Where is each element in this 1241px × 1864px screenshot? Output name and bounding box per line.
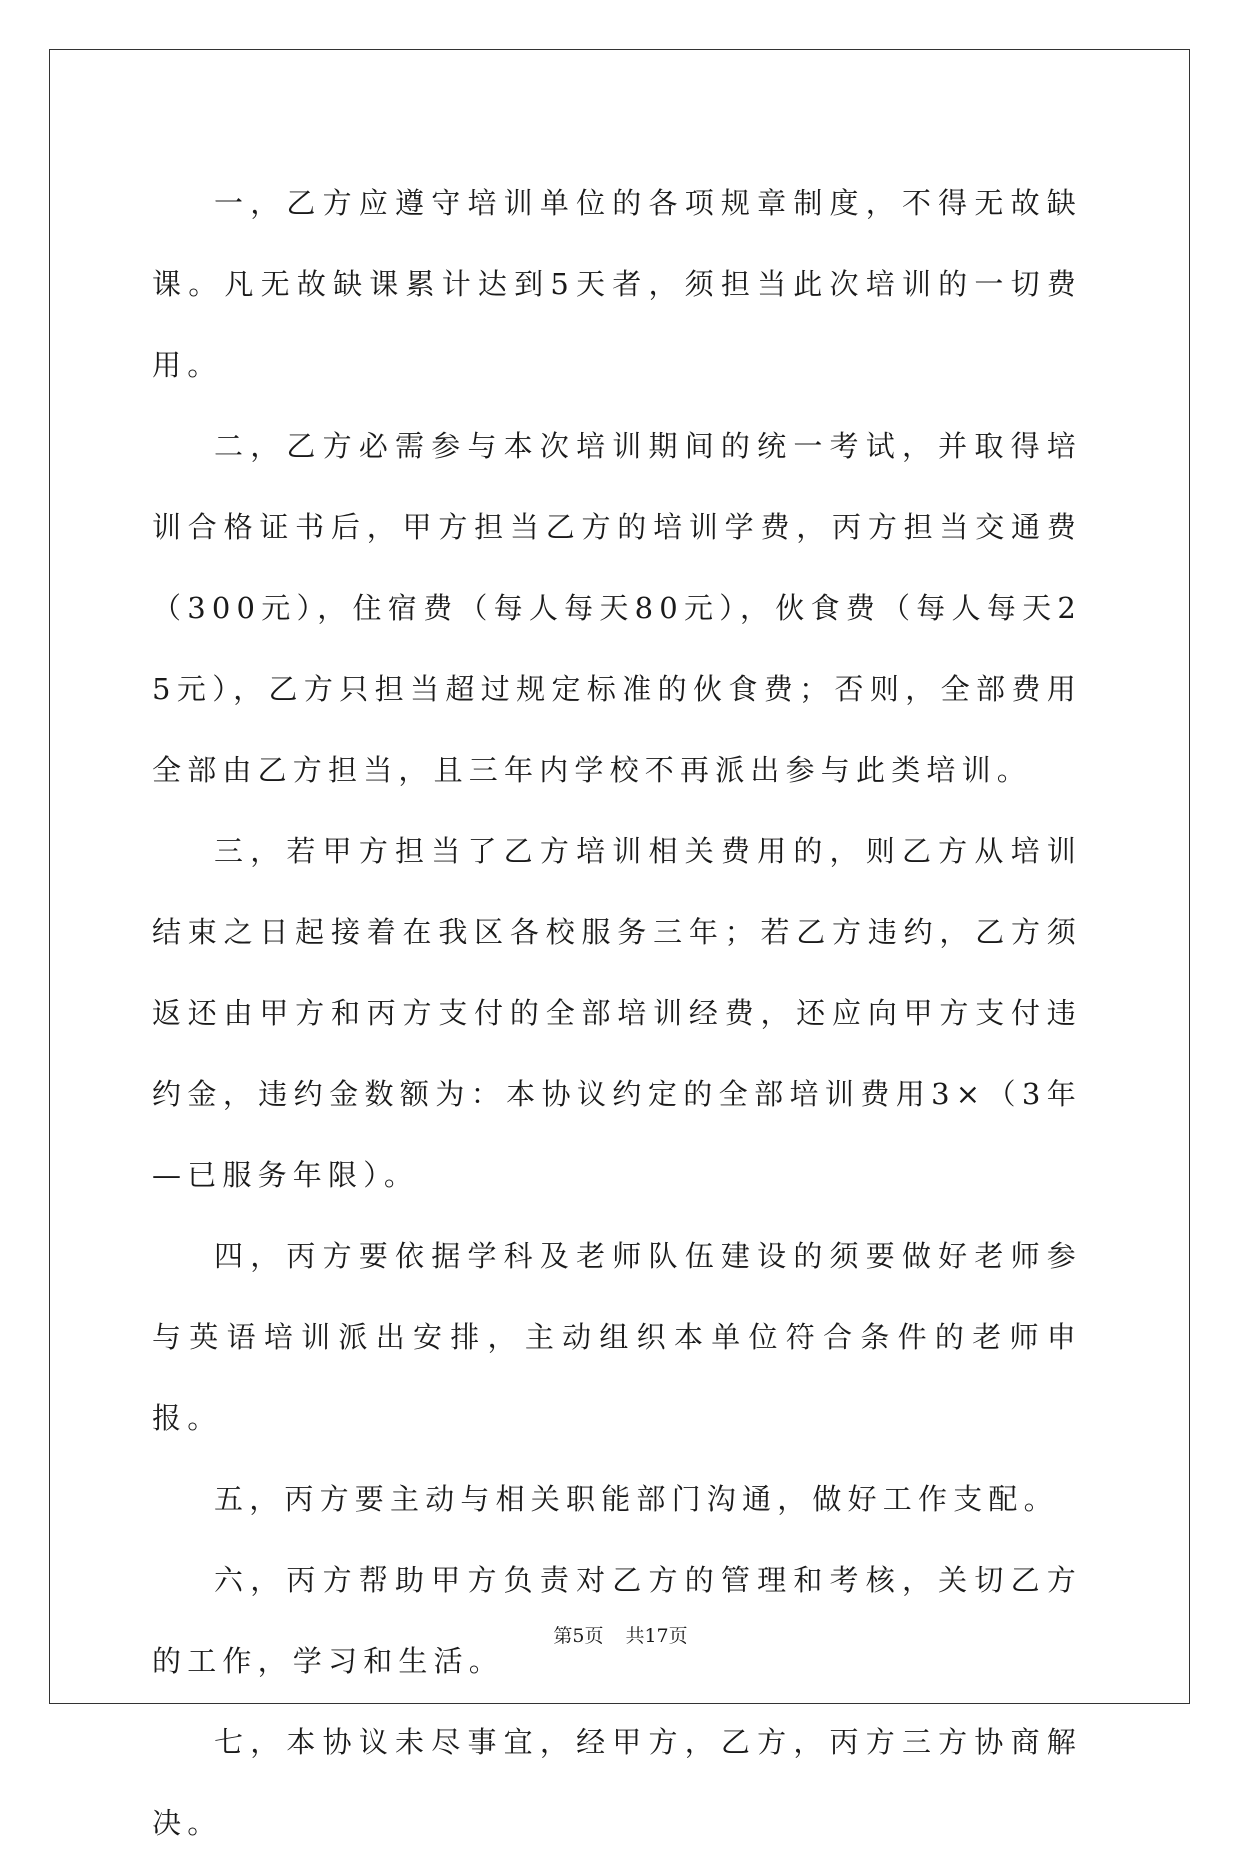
page-number-current: 第5页 [553, 1625, 604, 1647]
clause-7: 七，本协议未尽事宜，经甲方，乙方，丙方三方协商解决。 [152, 1725, 1082, 1840]
page-footer [0, 1624, 1241, 1648]
clause-4: 四，丙方要依据学科及老师队伍建设的须要做好老师参与英语培训派出安排，主动组织本单位符合条件的老师申报。 [152, 1239, 1082, 1435]
document-body [152, 163, 1082, 1864]
page-number-total: 共17页 [625, 1625, 688, 1647]
clause-6: 六，丙方帮助甲方负责对乙方的管理和考核，关切乙方的工作，学习和生活。 [152, 1563, 1082, 1678]
clause-5: 五，丙方要主动与相关职能部门沟通，做好工作支配。 [214, 1482, 1059, 1516]
clause-3: 三，若甲方担当了乙方培训相关费用的，则乙方从培训结束之日起接着在我区各校服务三年；若乙方违约，乙方须返还由甲方和丙方支付的全部培训经费，还应向甲方支付违约金，违约金数额为：本协议约定的全部培训费用3×（3年—已服务年限）。 [152, 834, 1082, 1192]
clause-2: 二，乙方必需参与本次培训期间的统一考试，并取得培训合格证书后，甲方担当乙方的培训学费，丙方担当交通费（300元），住宿费（每人每天80元），伙食费（每人每天25元），乙方只担当超过规定标准的伙食费；否则，全部费用全部由乙方担当，且三年内学校不再派出参与此类培训。 [152, 429, 1082, 787]
clause-1: 一，乙方应遵守培训单位的各项规章制度，不得无故缺课。凡无故缺课累计达到5天者，须担当此次培训的一切费用。 [152, 186, 1082, 382]
